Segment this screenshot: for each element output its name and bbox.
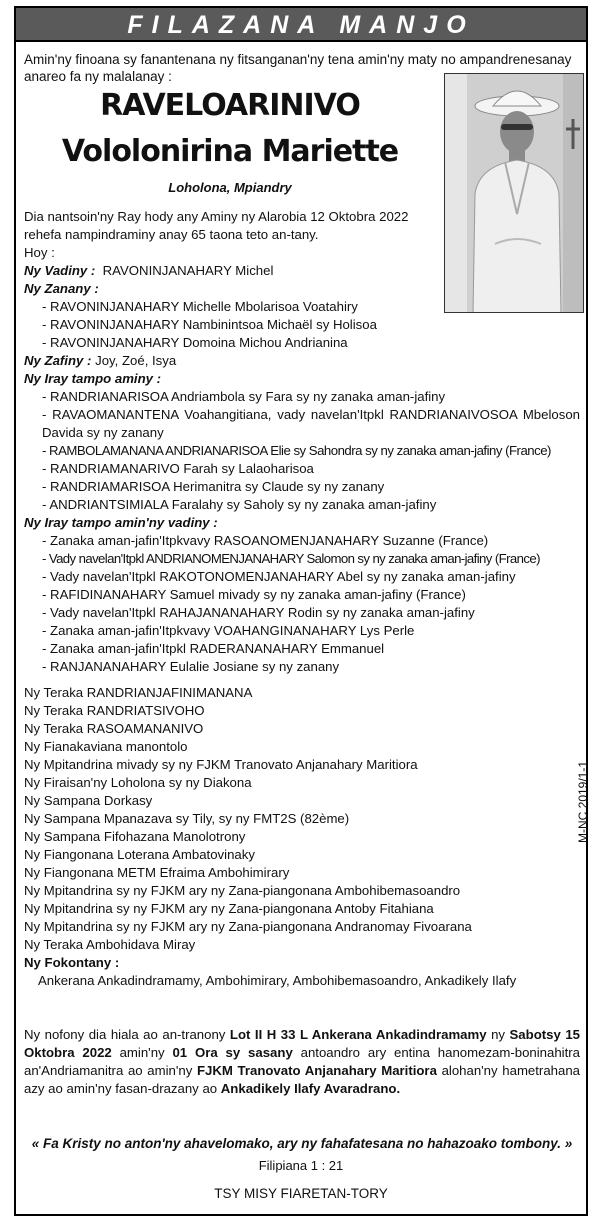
list-item: - Vady navelan'Itpkl RAKOTONOMENJANAHARY Abel sy ny zanaka aman-jafiny bbox=[42, 569, 516, 584]
list-item: - RAMBOLAMANANA ANDRIANARISOA Elie sy Sahondra sy ny zanaka aman-jafiny (France) bbox=[42, 443, 551, 458]
list-item: - Zanaka aman-jafin'Itpkvavy VOAHANGINANAHARY Lys Perle bbox=[42, 623, 415, 638]
list-item: Ny Sampana Fifohazana Manolotrony bbox=[24, 829, 246, 844]
bible-quote: « Fa Kristy no anton'ny ahavelomako, ary ny fahafatesana no hahazoako tombony. » bbox=[31, 1136, 573, 1151]
list-item: - Vady navelan'Itpkl ANDRIANOMENJANAHARY Salomon sy ny zanaka aman-jafiny (France) bbox=[42, 551, 540, 566]
list-item: Ny Sampana Dorkasy bbox=[24, 793, 153, 808]
vadiny-line bbox=[24, 262, 580, 280]
vadiny-value: RAVONINJANAHARY Michel bbox=[102, 263, 274, 278]
list-item: Ny Sampana Mpanazava sy Tily, sy ny FMT2S (82ème) bbox=[24, 811, 350, 826]
deceased-role: Loholona, Mpiandry bbox=[168, 180, 292, 195]
vadiny-label: Ny Vadiny : bbox=[24, 263, 96, 278]
death-notice-line-2: rehefa nampindraminy anay 65 taona teto an-tany. bbox=[24, 227, 319, 242]
fokontany-label: Ny Fokontany : bbox=[24, 955, 120, 970]
list-item: - RAVONINJANAHARY Michelle Mbolarisoa Voatahiry bbox=[42, 299, 358, 314]
zafiny-value: Joy, Zoé, Isya bbox=[95, 353, 177, 368]
reference-code: M-NC 2019/1-1 bbox=[576, 760, 590, 843]
iray-tampo-vadiny-label: Ny Iray tampo amin'ny vadiny : bbox=[24, 515, 218, 530]
list-item: Ny Fiangonana Loterana Ambatovinaky bbox=[24, 847, 255, 862]
list-item: Ny Mpitandrina sy ny FJKM ary ny Zana-piangonana Antoby Fitahiana bbox=[24, 901, 434, 916]
iray-tampo-aminy-label: Ny Iray tampo aminy : bbox=[24, 371, 162, 386]
list-item: Ny Mpitandrina sy ny FJKM ary ny Zana-piangonana Ambohibemasoandro bbox=[24, 883, 461, 898]
list-item: Ny Firaisan'ny Loholona sy ny Diakona bbox=[24, 775, 252, 790]
funeral-text: amin'ny bbox=[111, 1045, 173, 1060]
list-item: Ny Mpitandrina mivady sy ny FJKM Tranovato Anjanahary Maritiora bbox=[24, 757, 418, 772]
death-notice-line-1: Dia nantsoin'ny Ray hody any Aminy ny Alarobia 12 Oktobra 2022 bbox=[24, 209, 409, 224]
burial-place: Ankadikely Ilafy Avaradrano. bbox=[220, 1081, 401, 1096]
list-item: Ny Teraka RASOAMANANIVO bbox=[24, 721, 204, 736]
list-item: - Zanaka aman-jafin'Itpkvavy RASOANOMENJANAHARY Suzanne (France) bbox=[42, 533, 489, 548]
list-item: Ny Fiangonana METM Efraima Ambohimirary bbox=[24, 865, 290, 880]
list-item: Ny Teraka Ambohidava Miray bbox=[24, 937, 196, 952]
intro-text: Amin'ny finoana sy fanantenana ny fitsanganan'ny tena amin'ny maty no ampandrenesanay anareo fa ny malalanay : bbox=[24, 52, 572, 84]
deceased-surname: RAVELOARINIVO bbox=[100, 88, 360, 123]
fokontany-value: Ankerana Ankadindramamy, Ambohimirary, Ambohibemasoandro, Ankadikely Ilafy bbox=[38, 973, 517, 988]
funeral-date: Sabotsy 15 Oktobra 2022 bbox=[24, 1027, 580, 1060]
list-item: - Vady navelan'Itpkl RAHAJANANAHARY Rodin sy ny zanaka aman-jafiny bbox=[42, 605, 475, 620]
zafiny-line bbox=[24, 352, 580, 370]
list-item: - ANDRIANTSIMIALA Faralahy sy Saholy sy ny zanaka aman-jafiny bbox=[42, 497, 437, 512]
list-item: - RANDRIANARISOA Andriambola sy Fara sy ny zanaka aman-jafiny bbox=[42, 389, 446, 404]
list-item: Ny Teraka RANDRIATSIVOHO bbox=[24, 703, 205, 718]
zafiny-label: Ny Zafiny : bbox=[24, 353, 92, 368]
funeral-text: antoandro ary entina hanomezam-boninahitra an'Andriamanitra ao amin'ny bbox=[24, 1045, 581, 1078]
list-item: - RAVAOMANANTENA Voahangitiana, vady navelan'Itpkl RANDRIANAIVOSOA Mbeloson Davida sy ny zanany bbox=[42, 407, 580, 440]
list-item: Ny Mpitandrina sy ny FJKM ary ny Zana-piangonana Andranomay Fivoarana bbox=[24, 919, 472, 934]
funeral-address: Lot II H 33 L Ankerana Ankadindramamy bbox=[229, 1027, 487, 1042]
funeral-text: alohan'ny hametrahana azy ao amin'ny fasan-drazany ao bbox=[24, 1063, 580, 1096]
zanany-label: Ny Zanany : bbox=[24, 281, 99, 296]
funeral-details bbox=[24, 1026, 580, 1098]
funeral-text: Ny nofony dia hiala ao an-tranony bbox=[24, 1027, 230, 1042]
funeral-time: 01 Ora sy sasany bbox=[172, 1045, 293, 1060]
list-item: - RANDRIAMANARIVO Farah sy Lalaoharisoa bbox=[42, 461, 314, 476]
deceased-given-names: Vololonirina Mariette bbox=[61, 134, 399, 169]
funeral-church: FJKM Tranovato Anjanahary Maritiora bbox=[196, 1063, 437, 1078]
notice-header: FILAZANA MANJO bbox=[16, 8, 586, 42]
list-item: - RAVONINJANAHARY Domoina Michou Andrianina bbox=[42, 335, 348, 350]
funeral-text: ny bbox=[486, 1027, 510, 1042]
list-item: - RANDRIAMARISOA Herimanitra sy Claude sy ny zanany bbox=[42, 479, 385, 494]
list-item: - Zanaka aman-jafin'Itpkl RADERANANAHARY Emmanuel bbox=[42, 641, 385, 656]
list-item: - RANJANANAHARY Eulalie Josiane sy ny zanany bbox=[42, 659, 340, 674]
list-item: - RAVONINJANAHARY Nambinintsoa Michaël sy Holisoa bbox=[42, 317, 377, 332]
list-item: Ny Fianakaviana manontolo bbox=[24, 739, 188, 754]
body-text bbox=[24, 208, 580, 990]
list-item: - RAFIDINANAHARY Samuel mivady sy ny zanaka aman-jafiny (France) bbox=[42, 587, 466, 602]
bible-verse-reference: Filipiana 1 : 21 bbox=[258, 1158, 344, 1173]
footer-note: TSY MISY FIARETAN-TORY bbox=[214, 1186, 388, 1201]
list-item: Ny Teraka RANDRIANJAFINIMANANA bbox=[24, 685, 253, 700]
notice-frame bbox=[14, 6, 588, 1216]
death-notice-line-3: Hoy : bbox=[24, 245, 55, 260]
